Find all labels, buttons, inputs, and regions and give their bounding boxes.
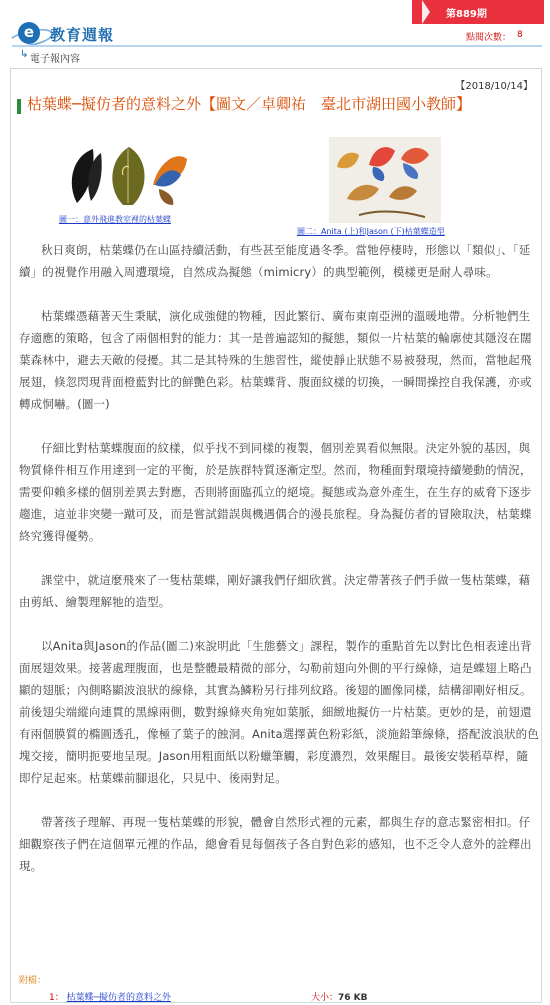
- figure-1-caption[interactable]: 圖一：意外飛進教室裡的枯葉蝶: [59, 215, 171, 224]
- figure-2-image[interactable]: [329, 137, 441, 223]
- article-paragraph: 帶著孩子理解、再現一隻枯葉蝶的形貌，體會自然形式裡的元素，都與生存的意志緊密相扣。仔細觀察孩子們在這個單元裡的作品，總會看見每個孩子各自對色彩的感知，也不乏令人意外的詮釋出現。: [19, 815, 532, 873]
- site-header: [0, 0, 550, 65]
- click-count-label: 點閱次數：: [466, 33, 512, 43]
- attachment-size-label: 大小：: [311, 993, 339, 1003]
- attachment-item: [49, 990, 171, 1003]
- logo-e-icon: e: [18, 22, 40, 44]
- header-divider: [12, 45, 542, 47]
- figure-1-image[interactable]: [63, 145, 193, 209]
- attachment-link[interactable]: 枯葉蝶─擬仿者的意料之外: [66, 993, 172, 1003]
- attachment-size-value: 76 KB: [338, 993, 368, 1003]
- attachment-index: 1：: [49, 993, 64, 1003]
- arrow-icon: ↳: [20, 49, 29, 60]
- article-paragraph: 仔細比對枯葉蝶腹面的紋樣，似乎找不到同樣的複製，個別差異看似無限。決定外貌的基因，與物質條件相互作用達到一定的平衡，於是族群特質逐漸定型。然而，物種面對環境持續變動的情況，需要仰賴多樣的個別差異去對應，否則將面臨孤立的絕境。擬態或為意外產生，在生存的威脅下逐步趨進，這並非突變一蹴可及，而是嘗試錯誤與機遇偶合的漫長旅程。身為擬仿者的冒險取決，枯葉蝶終究獲得優勢。: [19, 441, 532, 543]
- article-title: 枯葉蝶─擬仿者的意料之外【圖文／卓卿祐 臺北市湖田國小教師】: [27, 95, 472, 113]
- article-paragraph: 秋日爽朗，枯葉蝶仍在山區持續活動，有些甚至能度過冬季。當牠停棲時，形態以「類似」、「延續」的視覺作用融入周遭環境，自然成為擬態（mimicry）的典型範例，模樣更是耐人尋味。: [19, 243, 531, 279]
- section-subtitle: 電子報內容: [30, 54, 80, 65]
- click-count-value: 8: [517, 30, 523, 40]
- issue-badge: [412, 0, 544, 24]
- article-paragraph: 以Anita與Jason的作品(圖二)來說明此「生態藝文」課程，製作的重點首先以對比色相表達出背面展翅效果。接著處理腹面，也是整體最精微的部分，勾勒前翅向外側的平行線條，這是蝶翅上略凸顯的翅脈；內側略顯波浪狀的線條，其實為鱗粉另行排列紋路。後翅的圖像同樣，結構卻剛好相反。前後翅尖端縱向連貫的黑線兩側，數對線條夾角宛如葉脈，細緻地擬仿一片枯葉。更妙的是，前翅還有兩個膜質的橢圓透孔，像極了葉子的蝕洞。Anita選擇黃色粉彩紙，淡施鉛筆線條，搭配波浪狀的色塊交接，簡明扼要地呈現。Jason用粗面紙以粉蠟筆觸，彩度濃烈，效果醒目。最後安裝稻草桿，隨即佇足起來。枯葉蝶前腳退化，只見中、後兩對足。: [19, 639, 539, 785]
- attachment-label: 附檔：: [19, 976, 47, 986]
- attachment-size: [311, 990, 368, 1003]
- issue-number: 第889期: [446, 9, 487, 20]
- article-paragraph: 課堂中，就這麼飛來了一隻枯葉蝶，剛好讓我們仔細欣賞。決定帶著孩子們手做一隻枯葉蝶，藉由剪紙、繪製理解牠的造型。: [19, 573, 531, 609]
- article-date: 【2018/10/14】: [455, 81, 533, 92]
- article-body: [19, 239, 539, 899]
- site-title[interactable]: 教育週報: [50, 26, 115, 44]
- article-paragraph: 枯葉蝶憑藉著天生秉賦，演化成強健的物種，因此繁衍、廣布東南亞洲的溫暖地帶。分析牠們生存適應的策略，包含了兩個相對的能力：其一是普遍認知的擬態，類似一片枯葉的輪廓使其隱沒在闊葉森林中，避去天敵的侵擾。其二是其特殊的生態習性，縱使靜止狀態不易被發現，然而，當牠起飛展翅，倏忽閃現背面橙藍對比的鮮艷色彩。枯葉蝶背、腹面紋樣的切換，一瞬間操控自我保護，亦或轉成恫嚇。(圖一): [19, 309, 532, 411]
- article-frame: [10, 68, 542, 1003]
- figure-2-caption[interactable]: 圖二：Anita (上)和Jason (下)枯葉蝶造型: [297, 227, 445, 236]
